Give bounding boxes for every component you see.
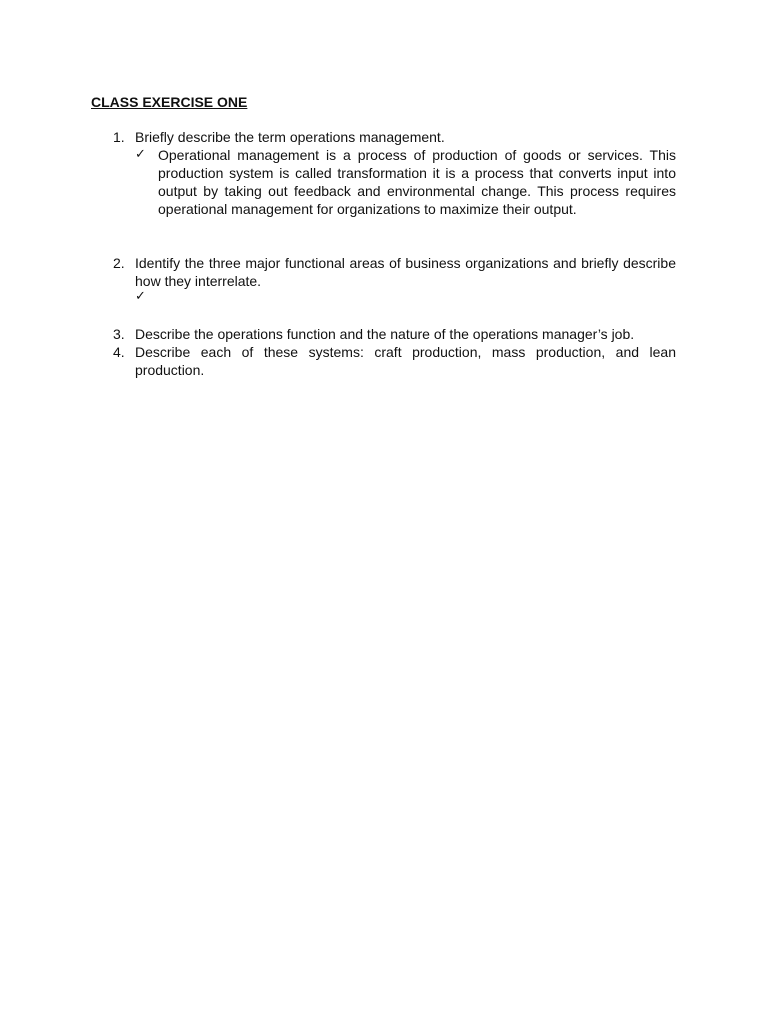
question-4 bbox=[113, 343, 676, 379]
question-number: 3. bbox=[113, 326, 125, 342]
question-text: Identify the three major functional areas of business organizations and briefly describe how they interrelate. bbox=[135, 255, 676, 289]
question-number: 1. bbox=[113, 129, 125, 145]
question-3 bbox=[113, 325, 676, 343]
checkmark-icon: ✓ bbox=[135, 147, 146, 162]
question-number: 4. bbox=[113, 344, 125, 360]
question-1 bbox=[113, 128, 676, 146]
question-text: Briefly describe the term operations management. bbox=[135, 129, 445, 145]
question-number: 2. bbox=[113, 255, 125, 271]
question-text: Describe the operations function and the nature of the operations manager’s job. bbox=[135, 326, 635, 342]
answer-1 bbox=[135, 146, 676, 218]
question-2 bbox=[113, 254, 676, 290]
question-text: Describe each of these systems: craft production, mass production, and lean production. bbox=[135, 344, 676, 378]
exercise-title: CLASS EXERCISE ONE bbox=[91, 94, 248, 110]
answer-text: Operational management is a process of production of goods or services. This production system is called transformation it is a process that converts input into output by taking out feedback and environmental change. This process requires operational management for organizations to maximize their output. bbox=[158, 147, 676, 217]
checkmark-icon: ✓ bbox=[135, 289, 146, 304]
